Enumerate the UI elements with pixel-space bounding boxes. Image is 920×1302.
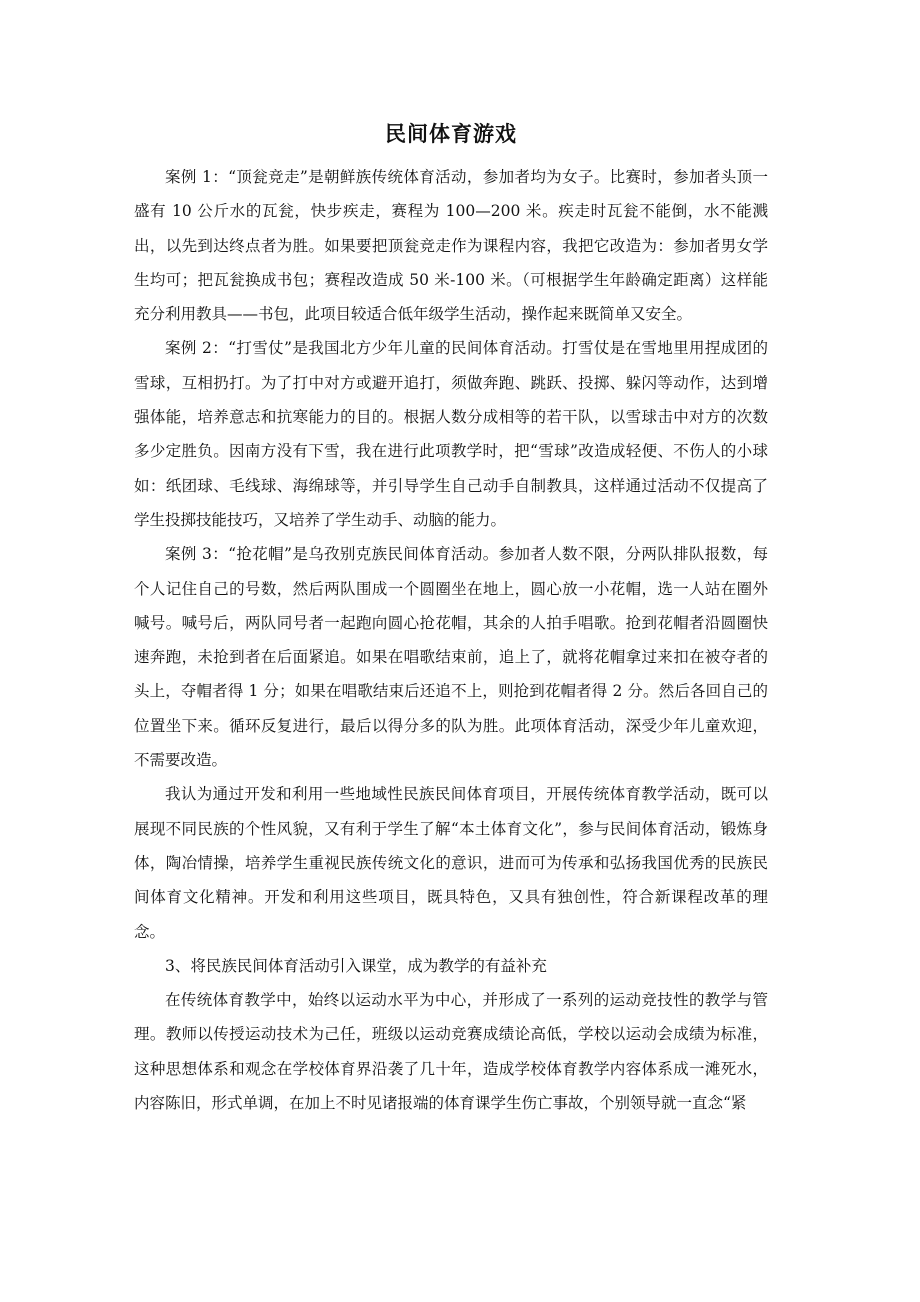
paragraph-case-3: 案例 3：“抢花帽”是乌孜别克族民间体育活动。参加者人数不限，分两队排队报数，每个人记住自己的号数，然后两队围成一个圆圈坐在地上，圆心放一小花帽，选一人站在圈外喊号。喊号后，两队同号者一起跑向圆心抢花帽，其余的人拍手唱歌。抢到花帽者沿圆圈快速奔跑，未抢到者在后面紧追。如果在唱歌结束前，追上了，就将花帽拿过来扣在被夺者的头上，夺帽者得 1 分；如果在唱歌结束后还追不上，则抢到花帽者得 2 分。然后各回自己的位置坐下来。循环反复进行，最后以得分多的队为胜。此项体育活动，深受少年儿童欢迎，不需要改造。 [134, 545, 768, 770]
paragraph-conclusion: 我认为通过开发和利用一些地域性民族民间体育项目，开展传统体育教学活动，既可以展现不同民族的个性风貌，又有利于学生了解“本土体育文化”，参与民间体育活动，锻炼身体，陶冶情操，培养学生重视民族传统文化的意识，进而可为传承和弘扬我国优秀的民族民间体育文化精神。开发和利用这些项目，既具特色，又具有独创性，符合新课程改革的理念。 [134, 785, 768, 941]
paragraph-case-1: 案例 1：“顶瓮竞走”是朝鲜族传统体育活动，参加者均为女子。比赛时，参加者头顶一盛有 10 公斤水的瓦瓮，快步疾走，赛程为 100—200 米。疾走时瓦瓮不能倒，水不能溅出，以先到达终点者为胜。如果要把顶瓮竞走作为课程内容，我把它改造为：参加者男女学生均可；把瓦瓮换成书包；赛程改造成 50 米-100 米。（可根据学生年龄确定距离）这样能充分利用教具——书包，此项目较适合低年级学生活动，操作起来既简单又安全。 [134, 168, 768, 324]
section-heading: 3、将民族民间体育活动引入课堂，成为教学的有益补充 [165, 956, 547, 975]
paragraph-case-2: 案例 2：“打雪仗”是我国北方少年儿童的民间体育活动。打雪仗是在雪地里用捏成团的雪球，互相扔打。为了打中对方或避开追打，须做奔跑、跳跃、投掷、躲闪等动作，达到增强体能，培养意志和抗寒能力的目的。根据人数分成相等的若干队，以雪球击中对方的次数多少定胜负。因南方没有下雪，我在进行此项教学时，把“雪球”改造成轻便、不伤人的小球如：纸团球、毛线球、海绵球等，并引导学生自己动手自制教具，这样通过活动不仅提高了学生投掷技能技巧，又培养了学生动手、动脑的能力。 [134, 339, 768, 529]
document-title: 民间体育游戏 [385, 122, 517, 146]
paragraph-traditional-teaching: 在传统体育教学中，始终以运动水平为中心，并形成了一系列的运动竞技性的教学与管理。教师以传授运动技术为己任，班级以运动竞赛成绩论高低，学校以运动会成绩为标准，这种思想体系和观念在学校体育界沿袭了几十年，造成学校体育教学内容体系成一滩死水，内容陈旧，形式单调，在加上不时见诸报端的体育课学生伤亡事故，个别领导就一直念“紧 [134, 991, 768, 1113]
